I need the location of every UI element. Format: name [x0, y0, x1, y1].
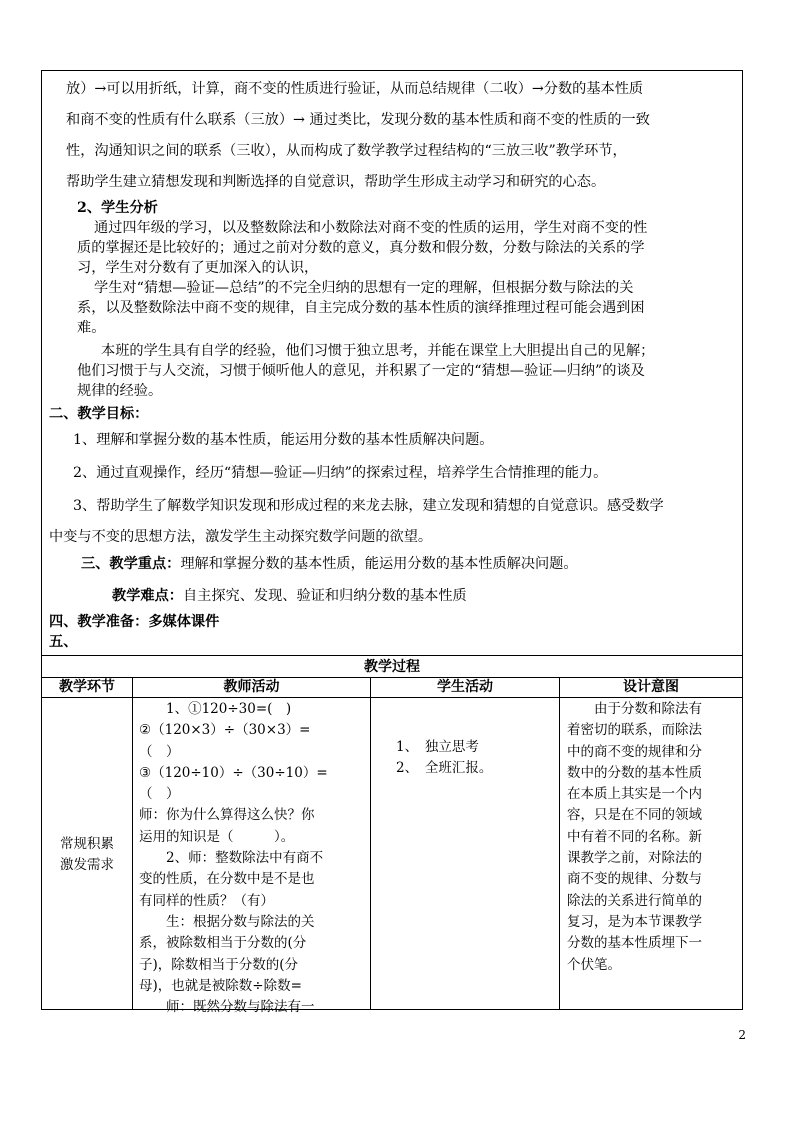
teaching-prep-text: 多媒体课件	[148, 614, 220, 630]
body-text-line: 本班的学生具有自学的经验，他们习惯于独立思考，并能在课堂上大胆提出自己的见解；	[101, 343, 655, 359]
column-divider	[559, 677, 560, 1009]
header-student: 学生活动	[437, 679, 493, 695]
teacher-activity-line: 1、①120÷30=( )	[139, 701, 292, 717]
section-five-heading: 五、	[49, 634, 78, 650]
teaching-focus-line	[81, 555, 578, 573]
teacher-activity-line: ②（120×3）÷（30×3）=	[139, 722, 311, 739]
body-text-line: 2、学生分析	[77, 200, 158, 216]
design-intent-line: 着密切的联系，而除法	[567, 722, 702, 739]
body-text-line: 学生对“猜想—验证—总结”的不完全归纳的思想有一定的理解，但根据分数与除法的关	[94, 280, 634, 296]
design-intent-line: 由于分数和除法有	[567, 701, 702, 717]
body-text-line: 质的掌握还是比较好的；通过之前对分数的意义，真分数和假分数，分数与除法的关系的学	[77, 240, 645, 256]
header-teacher: 教师活动	[223, 679, 280, 695]
design-intent-line: 商不变的规律、分数与	[567, 871, 702, 888]
teacher-activity-line: 子)，除数相当于分数的(分	[139, 956, 299, 973]
teaching-focus-text: 理解和掌握分数的基本性质，能运用分数的基本性质解决问题。	[180, 556, 578, 572]
teaching-focus-label: 三、教学重点：	[81, 556, 181, 572]
design-intent-line: 除法的关系进行简单的	[567, 892, 702, 909]
table-divider	[42, 697, 742, 698]
design-intent-line: 分数的基本性质埋下一	[567, 935, 702, 952]
lesson-plan-body	[42, 71, 742, 655]
body-text-line: 和商不变的性质有什么联系（三放）→ 通过类比，发现分数的基本性质和商不变的性质的一致	[66, 112, 650, 128]
design-intent-cell	[567, 699, 742, 976]
body-text-line: 放）→可以用折纸，计算，商不变的性质进行验证，从而总结规律（二收）→分数的基本性质	[66, 81, 644, 97]
column-divider	[370, 677, 371, 1009]
teacher-activity-line: 师：既然分数与除法有一	[139, 999, 315, 1016]
body-text-line: 性，沟通知识之间的联系（三收），从而构成了数学教学过程结构的“三放三收”教学环节，	[66, 143, 627, 159]
stage-cell	[42, 834, 132, 877]
teacher-activity-line: 有同样的性质？（有）	[139, 892, 274, 909]
teacher-activity-line: （ ）	[139, 743, 180, 760]
design-intent-line: 中有着不同的名称。新	[567, 828, 702, 845]
stage-line: 常规积累	[60, 836, 114, 852]
teacher-activity-line: 运用的知识是（ ）。	[139, 828, 295, 845]
page-number: 2	[738, 1028, 746, 1042]
body-text-line: 中变与不变的思想方法，激发学生主动探究数学问题的欲望。	[49, 529, 433, 545]
design-intent-line: 课教学之前，对除法的	[567, 850, 702, 867]
design-intent-line: 复习，是为本节课教学	[567, 913, 702, 930]
body-text-line: 3、帮助学生了解数学知识发现和形成过程的来龙去脉，建立发现和猜想的自觉意识。感受数学	[73, 498, 664, 514]
design-intent-line: 中的商不变的规律和分	[567, 743, 702, 760]
design-intent-line: 容，只是在不同的领域	[567, 807, 702, 824]
teacher-activity-line: 生：根据分数与除法的关	[139, 913, 315, 930]
body-text-line: 帮助学生建立猜想发现和判断选择的自觉意识，帮助学生形成主动学习和研究的心态。	[66, 174, 606, 190]
design-intent-line: 数中的分数的基本性质	[567, 764, 702, 781]
design-intent-line: 个伏笔。	[567, 956, 621, 973]
teacher-activity-cell	[139, 699, 369, 1018]
teacher-activity-line: 母)，也就是被除数÷除数=	[139, 977, 302, 994]
student-activity-line: 2、 全班汇报。	[396, 760, 493, 777]
teaching-difficulty-label: 教学难点：	[112, 588, 183, 604]
teaching-prep-label: 四、教学准备：	[49, 614, 149, 630]
student-activity-line: 1、 独立思考	[396, 739, 479, 755]
lesson-plan-frame	[41, 70, 743, 1016]
teacher-activity-line: 师：你为什么算得这么快？你	[139, 807, 315, 824]
design-intent-line: 在本质上其实是一个内	[567, 786, 702, 803]
body-text-line: 规律的经验。	[77, 383, 163, 399]
teacher-activity-line: （ ）	[139, 786, 180, 803]
body-text-line: 通过四年级的学习，以及整数除法和小数除法对商不变的性质的运用，学生对商不变的性	[94, 220, 648, 236]
teaching-prep-line	[49, 613, 219, 631]
process-title: 教学过程	[364, 659, 420, 675]
body-text-line: 系，以及整数除法中商不变的规律，自主完成分数的基本性质的演绎推理过程可能会遇到困	[77, 300, 645, 316]
body-text-line: 他们习惯于与人交流，习惯于倾听他人的意见，并积累了一定的“猜想—验证—归纳”的谈及	[77, 363, 645, 379]
teaching-difficulty-text: 自主探究、发现、验证和归纳分数的基本性质	[182, 588, 467, 604]
table-divider	[42, 655, 742, 656]
student-activity-cell	[396, 737, 556, 780]
header-stage: 教学环节	[59, 679, 115, 695]
body-text-line: 二、教学目标：	[49, 406, 149, 422]
body-text-line: 2、通过直观操作，经历“猜想—验证—归纳”的探索过程，培养学生合情推理的能力。	[73, 465, 608, 481]
body-text-line: 难。	[77, 320, 106, 336]
teacher-activity-line: 变的性质，在分数中是不是也	[139, 871, 315, 888]
body-text-line: 1、理解和掌握分数的基本性质，能运用分数的基本性质解决问题。	[73, 432, 494, 448]
teacher-activity-line: 2、师：整数除法中有商不	[139, 850, 324, 867]
teacher-activity-line: 系，被除数相当于分数的(分	[139, 935, 307, 952]
body-text-line: 习，学生对分数有了更加深入的认识，	[77, 260, 319, 276]
header-intent: 设计意图	[623, 679, 679, 695]
teacher-activity-line: ③（120÷10）÷（30÷10）=	[139, 764, 328, 781]
column-divider	[132, 677, 133, 1009]
stage-line: 激发需求	[60, 857, 114, 874]
teaching-difficulty-line	[112, 587, 467, 605]
